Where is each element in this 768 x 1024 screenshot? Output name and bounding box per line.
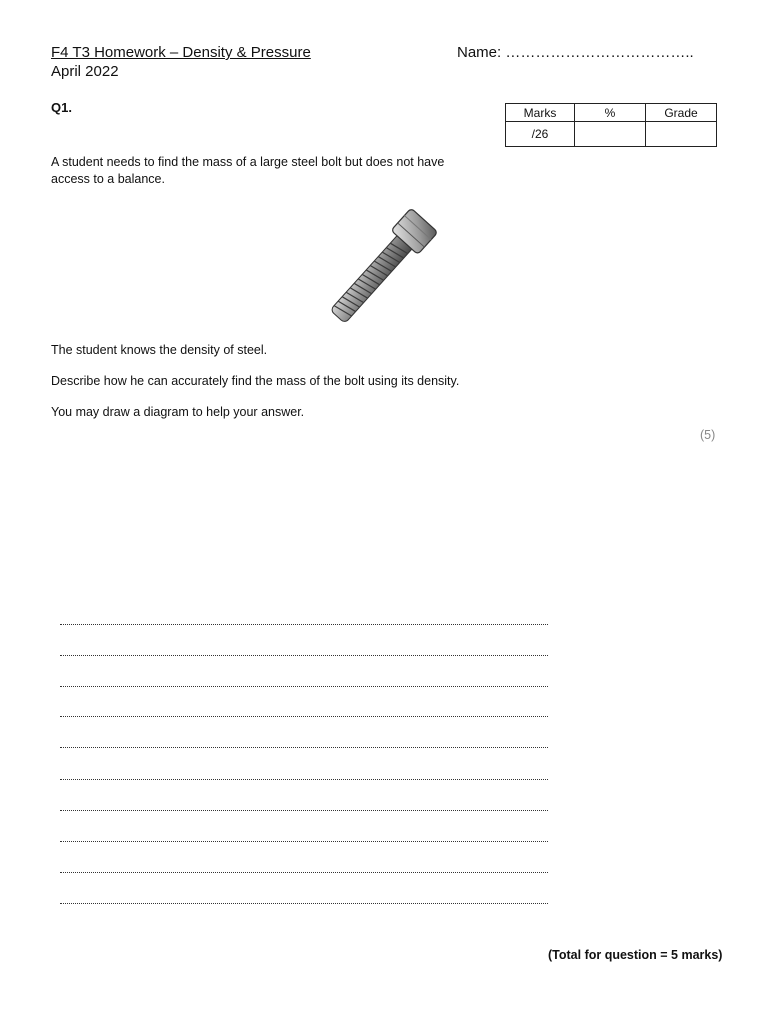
- name-field[interactable]: Name: ………………………………..: [457, 44, 694, 61]
- answer-line[interactable]: [60, 624, 548, 625]
- worksheet-date: April 2022: [51, 63, 119, 80]
- percent-value[interactable]: [575, 122, 646, 147]
- marks-value[interactable]: /26: [506, 122, 575, 147]
- answer-line[interactable]: [60, 903, 548, 904]
- marks-available: (5): [700, 428, 716, 442]
- question-intro: A student needs to find the mass of a large steel bolt but does not have access to a balance.: [51, 155, 445, 186]
- grade-value[interactable]: [646, 122, 717, 147]
- question-hint: You may draw a diagram to help your answer.: [51, 405, 305, 419]
- answer-line[interactable]: [60, 716, 548, 717]
- question-number: Q1.: [51, 100, 72, 115]
- answer-line[interactable]: [60, 841, 548, 842]
- answer-line[interactable]: [60, 872, 548, 873]
- marks-table: [505, 103, 717, 147]
- question-task: Describe how he can accurately find the mass of the bolt using its density.: [51, 374, 460, 388]
- question-statement: The student knows the density of steel.: [51, 343, 268, 357]
- worksheet-title: F4 T3 Homework – Density & Pressure: [51, 44, 311, 61]
- answer-line[interactable]: [60, 779, 548, 780]
- percent-header: %: [575, 104, 646, 122]
- answer-line[interactable]: [60, 686, 548, 687]
- answer-line[interactable]: [60, 810, 548, 811]
- marks-header: Marks: [506, 104, 575, 122]
- answer-line[interactable]: [60, 655, 548, 656]
- question-total: (Total for question = 5 marks): [548, 948, 723, 962]
- answer-line[interactable]: [60, 747, 548, 748]
- grade-header: Grade: [646, 104, 717, 122]
- steel-bolt-icon: [318, 198, 452, 330]
